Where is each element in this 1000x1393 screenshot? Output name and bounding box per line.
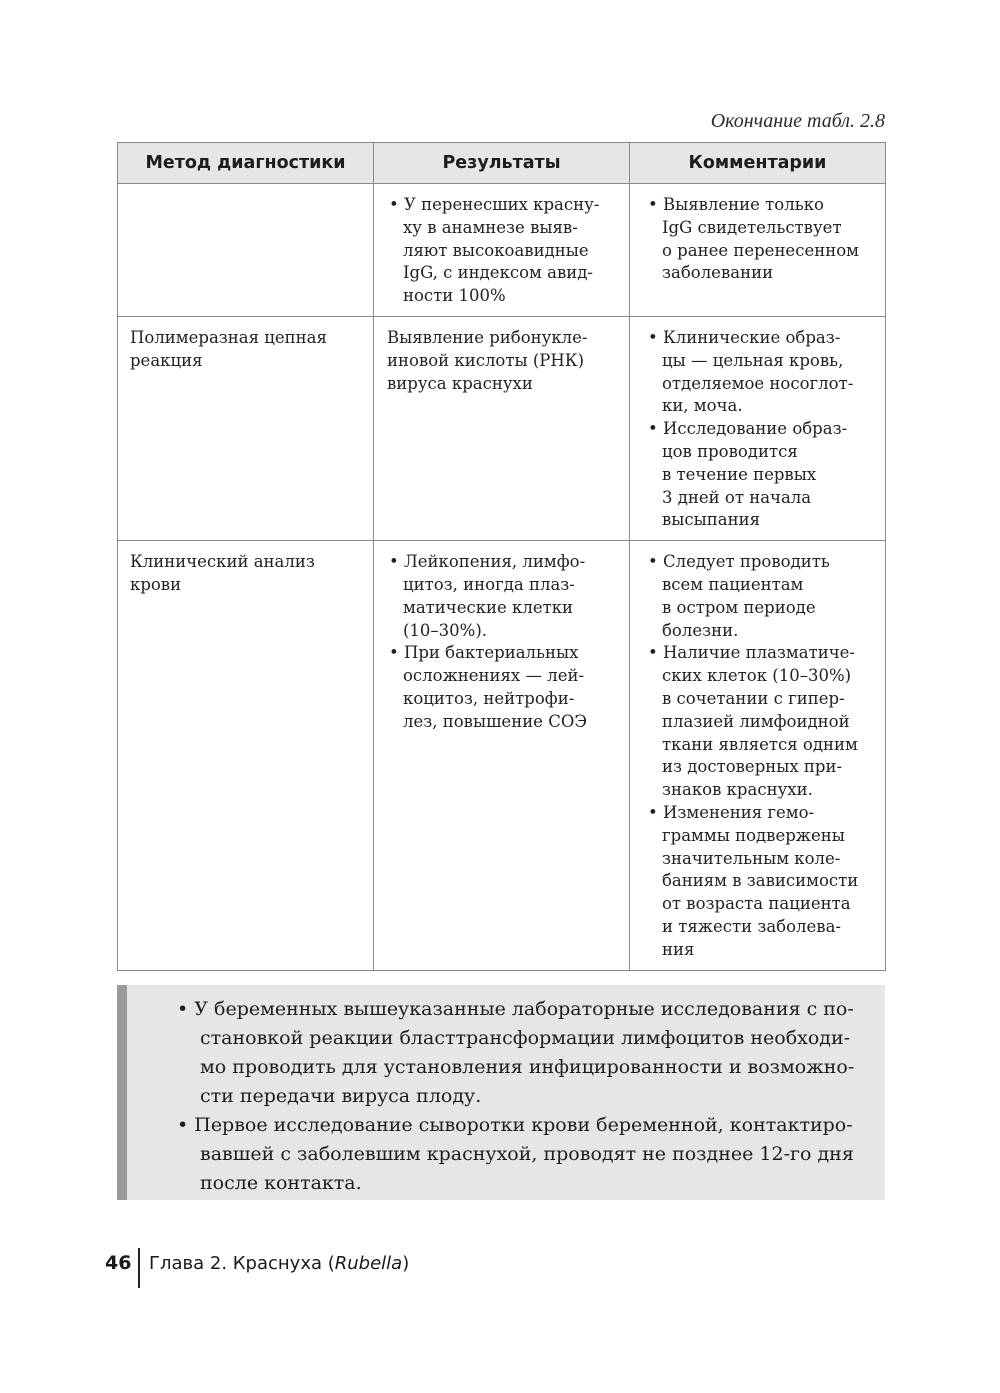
bullet-list: • Клинические образ- цы — цельная кровь, отделяемое носоглот- ки, моча. • Исследование образ- цов проводится в течение первых 3 дней от начала высыпания bbox=[648, 327, 854, 530]
table-row bbox=[118, 316, 886, 540]
cell-method: Клинический анализ крови bbox=[118, 541, 374, 970]
cell-results bbox=[374, 541, 630, 970]
bullet-list: • Выявление только IgG свидетельствует о ранее перенесенном заболевании bbox=[648, 195, 859, 283]
note-box bbox=[117, 985, 885, 1200]
cell-results: Выявление рибонукле- иновой кислоты (РНК) вируса краснухи bbox=[374, 316, 630, 540]
cell-comments bbox=[630, 316, 886, 540]
table-row bbox=[118, 541, 886, 970]
table-row bbox=[118, 184, 886, 317]
diagnostics-table bbox=[117, 142, 886, 971]
bullet-list: • У перенесших красну- ху в анамнезе выяв- ляют высокоавидные IgG, с индексом авид- ности 100% bbox=[389, 195, 600, 306]
column-header-method: Метод диагностики bbox=[118, 143, 374, 184]
column-header-results: Результаты bbox=[374, 143, 630, 184]
page-number: 46 bbox=[105, 1252, 132, 1274]
cell-method: Полимеразная цепная реакция bbox=[118, 316, 374, 540]
cell-comments bbox=[630, 541, 886, 970]
cell-comments bbox=[630, 184, 886, 317]
table-header-row bbox=[118, 143, 886, 184]
note-item: • Первое исследование сыворотки крови беременной, контактиро- вавшей с заболевшим краснухой, проводят не позднее 12-го дня после контакта. bbox=[177, 1114, 854, 1194]
note-accent-bar bbox=[117, 985, 127, 1200]
cell-method bbox=[118, 184, 374, 317]
column-header-comments: Комментарии bbox=[630, 143, 886, 184]
footer-divider bbox=[138, 1248, 140, 1288]
note-item: • У беременных вышеуказанные лабораторные исследования с по- становкой реакции бласттрансформации лимфоцитов необходи- мо проводить для установления инфицированности и возможно- сти передачи вируса плоду. bbox=[177, 998, 855, 1107]
table-caption: Окончание табл. 2.8 bbox=[710, 110, 885, 132]
chapter-title: Глава 2. Краснуха (Rubella) bbox=[149, 1253, 410, 1274]
bullet-list: • Лейкопения, лимфо- цитоз, иногда плаз- матические клетки (10–30%). • При бактериальных осложнениях — лей- коцитоз, нейтрофи- лез, повышение СОЭ bbox=[389, 552, 587, 731]
note-list bbox=[177, 995, 889, 1198]
cell-results bbox=[374, 184, 630, 317]
bullet-list: • Следует проводить всем пациентам в остром периоде болезни. • Наличие плазматиче- ских клеток (10–30%) в сочетании с гипер- плазией лимфоидной ткани является одним из достоверных при- знаков краснухи. • Изменения гемо- граммы подвержены значительным коле- баниям в зависимости от возраста пациента и тяжести заболева- ния bbox=[648, 552, 859, 959]
